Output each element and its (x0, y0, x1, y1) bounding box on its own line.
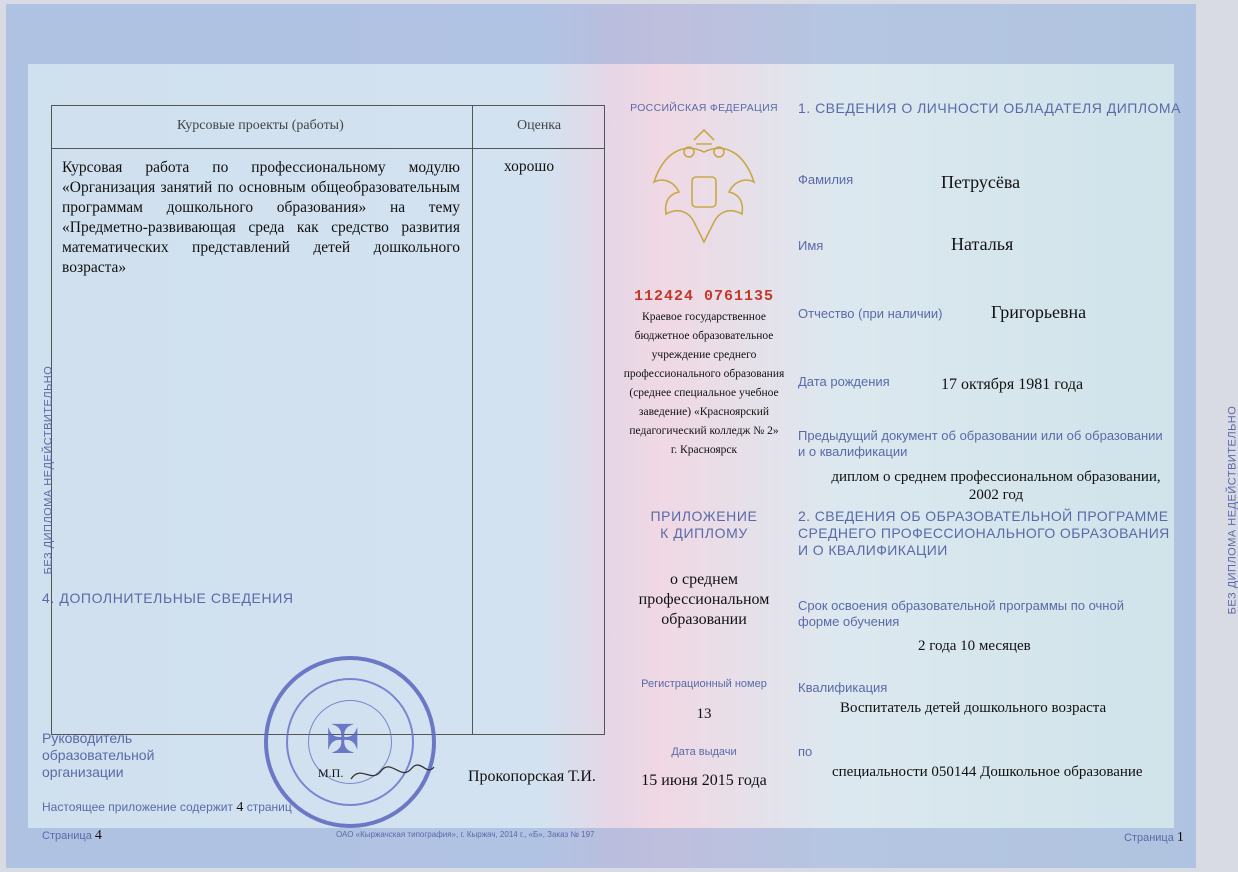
section1-title: 1. СВЕДЕНИЯ О ЛИЧНОСТИ ОБЛАДАТЕЛЯ ДИПЛОМА (798, 100, 1181, 116)
col-projects-header: Курсовые проекты (работы) (177, 118, 344, 133)
table-column-divider (472, 106, 473, 734)
specialty-value: специальности 050144 Дошкольное образование (832, 764, 1143, 780)
reg-number-label: Регистрационный номер (641, 678, 767, 690)
name-label: Имя (798, 238, 824, 253)
printer-info: ОАО «Кыржачская типография», г. Кыржач, 2014 г., «Б», Заказ № 197 (336, 830, 595, 839)
table-row-grade: хорошо (504, 158, 555, 175)
birth-date-value: 17 октября 1981 года (941, 376, 1084, 393)
course-projects-table (51, 105, 605, 735)
mp-mark: М.П. (318, 766, 344, 780)
issue-date: 15 июня 2015 года (641, 772, 767, 789)
section4-title: 4. ДОПОЛНИТЕЛЬНЫЕ СВЕДЕНИЯ (42, 590, 294, 606)
name-value: Наталья (951, 234, 1014, 254)
patronymic-label: Отчество (при наличии) (798, 306, 943, 321)
head-name: Прокопорская Т.И. (468, 768, 596, 785)
patronymic-value: Григорьевна (991, 302, 1087, 322)
signature (346, 759, 436, 789)
head-label: Руководитель образовательной организации (42, 730, 155, 780)
surname-value: Петрусёва (941, 172, 1021, 192)
supplement-title: ПРИЛОЖЕНИЕ К ДИПЛОМУ (650, 508, 758, 541)
eagle-emblem-icon: ✠ (326, 717, 360, 762)
prev-doc-label: Предыдущий документ об образовании или об образовании и о квалификации (798, 428, 1163, 459)
col-grade-header: Оценка (517, 118, 562, 133)
section2-title: 2. СВЕДЕНИЯ ОБ ОБРАЗОВАТЕЛЬНОЙ ПРОГРАММЕ СРЕДНЕГО ПРОФЕССИОНАЛЬНОГО ОБРАЗОВАНИЯ И О КВАЛИФИКАЦИИ (798, 508, 1170, 558)
table-header-divider (52, 148, 604, 149)
serial-number: 112424 0761135 (633, 288, 775, 305)
diploma-supplement-sheet (6, 4, 1238, 868)
birth-date-label: Дата рождения (798, 374, 890, 389)
left-page-number: Страница 4 (42, 828, 102, 843)
supplement-subtitle: о среднем профессиональном образовании (638, 571, 770, 628)
prev-doc-value: диплом о среднем профессиональном образовании, 2002 год (831, 469, 1161, 503)
term-value: 2 года 10 месяцев (918, 638, 1031, 654)
right-side-warning: БЕЗ ДИПЛОМА НЕДЕЙСТВИТЕЛЬНО (1226, 405, 1238, 615)
qualification-label: Квалификация (798, 680, 888, 695)
reg-number: 13 (696, 706, 712, 722)
term-label: Срок освоения образовательной программы по очной форме обучения (798, 598, 1124, 629)
qualification-value: Воспитатель детей дошкольного возраста (840, 700, 1107, 716)
pages-count-line: Настоящее приложение содержит 4 страниц (42, 800, 292, 815)
institution-name: Краевое государственное бюджетное образовательное учреждение среднего профессионального образования (среднее специальное учебное заведение) «Красноярский педагогический колледж № 2» г. Красноярск (623, 311, 785, 456)
right-page-number: Страница 1 (1124, 830, 1184, 845)
surname-label: Фамилия (798, 172, 854, 187)
country-label: РОССИЙСКАЯ ФЕДЕРАЦИЯ (630, 102, 778, 114)
specialty-label: по (798, 744, 813, 759)
coat-of-arms-icon (634, 122, 774, 252)
left-side-warning: БЕЗ ДИПЛОМА НЕДЕЙСТВИТЕЛЬНО (42, 365, 55, 575)
table-row-project: Курсовая работа по профессиональному модулю «Организация занятий по основным общеобразовательным программам дошкольного образования» на тему «Предметно-развивающая среда как средство развития математических представлений детей дошкольного возраста» (62, 159, 460, 276)
issue-date-label: Дата выдачи (671, 746, 737, 758)
